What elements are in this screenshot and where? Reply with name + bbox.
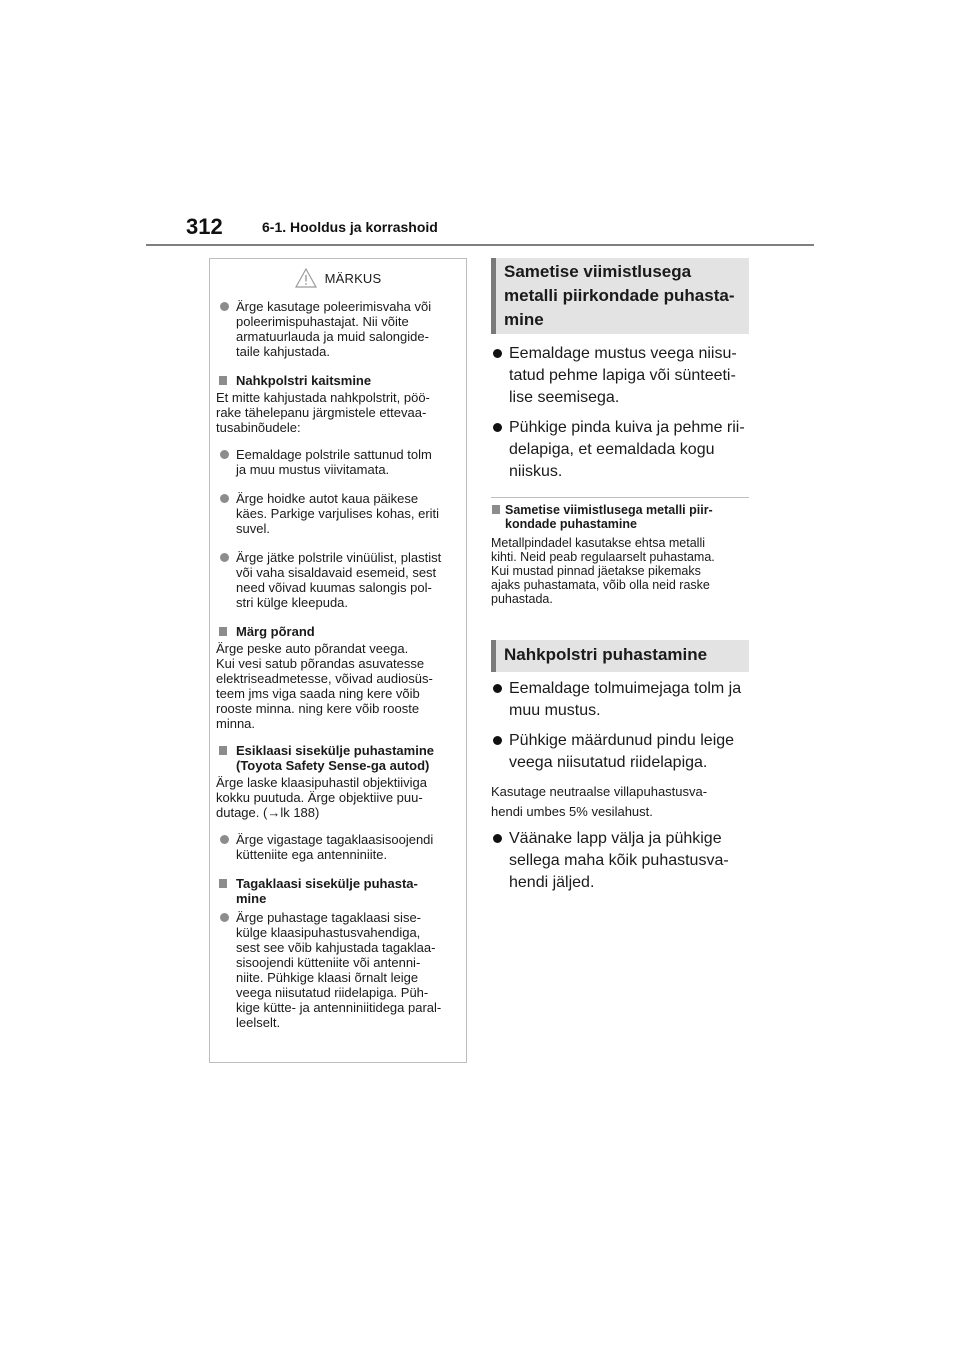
notice-label: MÄRKUS (324, 270, 382, 286)
bullet-dot-icon (493, 423, 502, 432)
list-item: Ärge hoidke autot kaua päikese käes. Parkige varjulises kohas, eriti suvel. (216, 491, 460, 536)
bullet-dot-icon (220, 302, 229, 311)
leather-protection-text: Et mitte kahjustada nahkpolstrit, pöö- rake tähelepanu järgmistele ettevaa- tusabinõudele: (216, 390, 430, 435)
section-title: 6-1. Hooldus ja korrashoid (262, 219, 438, 235)
header-divider (146, 244, 814, 246)
bullet-dot-icon (220, 450, 229, 459)
suede-sub-text: Metallpindadel kasutakse ehtsa metalli kihti. Neid peab regulaarselt puhastama. Kui mustad pinnad jäetakse pikemaks ajaks puhastamata, võib olla neid raske puhastada. (491, 536, 715, 606)
windshield-text: Ärge laske klaasipuhastil objektiiviga kokku puutuda. Ärge objektiive puu- dutage. (→lk 188) (216, 775, 460, 820)
notice-box (209, 258, 467, 1063)
list-item: Eemaldage polstrile sattunud tolm ja muu mustus viivitamata. (216, 447, 460, 477)
list-item: Väänake lapp välja ja pühkige sellega maha kõik puhastusva- hendi jäljed. (491, 828, 756, 894)
notice-header (216, 265, 460, 291)
list-item: Eemaldage mustus veega niisu- tatud pehme lapiga või sünteeti- lise seemisega. (491, 343, 756, 409)
page-reference-link: dutage. (→lk 188) (216, 805, 320, 820)
wet-floor-text: Ärge peske auto põrandat veega. Kui vesi satub põrandas asuvatesse elektriseadmetesse, võivad audiosüs- teem jms viga saada ning kere võib rooste minna. ning kere võib rooste minna. (216, 641, 433, 731)
wet-floor-heading: Märg põrand (216, 624, 460, 639)
bullet-dot-icon (493, 834, 502, 843)
list-item: Eemaldage tolmuimejaga tolm ja muu mustus. (491, 678, 756, 722)
suede-section-title: Sametise viimistlusega metalli piirkondade puhasta- mine (491, 258, 749, 334)
rear-window-heading: Tagaklaasi sisekülje puhasta- mine (216, 876, 460, 906)
list-item: Ärge jätke polstrile vinüülist, plastist või vaha sisaldavaid esemeid, sest need võivad kuumas salongis pol- stri külge kleepuda. (216, 550, 460, 610)
square-bullet-icon (219, 627, 227, 636)
list-item: Pühkige pinda kuiva ja pehme rii- delapiga, et eemaldada kogu niiskus. (491, 417, 756, 483)
suede-bullets (491, 343, 756, 491)
square-bullet-icon (219, 879, 227, 888)
list-item: Ärge kasutage poleerimisvaha või poleerimispuhastajat. Nii võite armatuurlauda ja muid salongide- taile kahjustada. (216, 299, 460, 359)
bullet-dot-icon (220, 494, 229, 503)
suede-subsection (491, 503, 756, 606)
leather-protection-heading: Nahkpolstri kaitsmine (216, 373, 460, 388)
bullet-dot-icon (493, 684, 502, 693)
suede-sub-heading: Sametise viimistlusega metalli piir- kondade puhastamine (491, 503, 756, 531)
bullet-dot-icon (220, 835, 229, 844)
warning-triangle-icon (295, 268, 317, 288)
list-item: Ärge puhastage tagaklaasi sise- külge klaasipuhastusvahendiga, sest see võib kahjustada tagaklaa- sisoojendi kütteniite või antenni- niite. Pühkige klaasi õrnalt leige veega niisutatud riidelapiga. Püh- kige kütte- ja antenniniitidega paral- leelselt. (216, 910, 460, 1030)
section-divider (491, 497, 749, 498)
list-item: Ärge vigastage tagaklaasisoojendi kütteniite ega antenniniite. (216, 832, 460, 862)
bullet-dot-icon (493, 736, 502, 745)
square-bullet-icon (219, 376, 227, 385)
leather-clean-bullets (491, 678, 756, 902)
detergent-note: Kasutage neutraalse villapuhastusva- hendi umbes 5% vesilahust. (491, 784, 708, 819)
bullet-dot-icon (493, 349, 502, 358)
bullet-dot-icon (220, 553, 229, 562)
square-bullet-icon (492, 505, 500, 514)
square-bullet-icon (219, 746, 227, 755)
list-item: Pühkige määrdunud pindu leige veega niisutatud riidelapiga. (491, 730, 756, 774)
windshield-heading: Esiklaasi sisekülje puhastamine (Toyota Safety Sense-ga autod) (216, 743, 460, 773)
leather-clean-section-title: Nahkpolstri puhastamine (491, 640, 749, 672)
bullet-dot-icon (220, 913, 229, 922)
page-number: 312 (186, 214, 223, 239)
